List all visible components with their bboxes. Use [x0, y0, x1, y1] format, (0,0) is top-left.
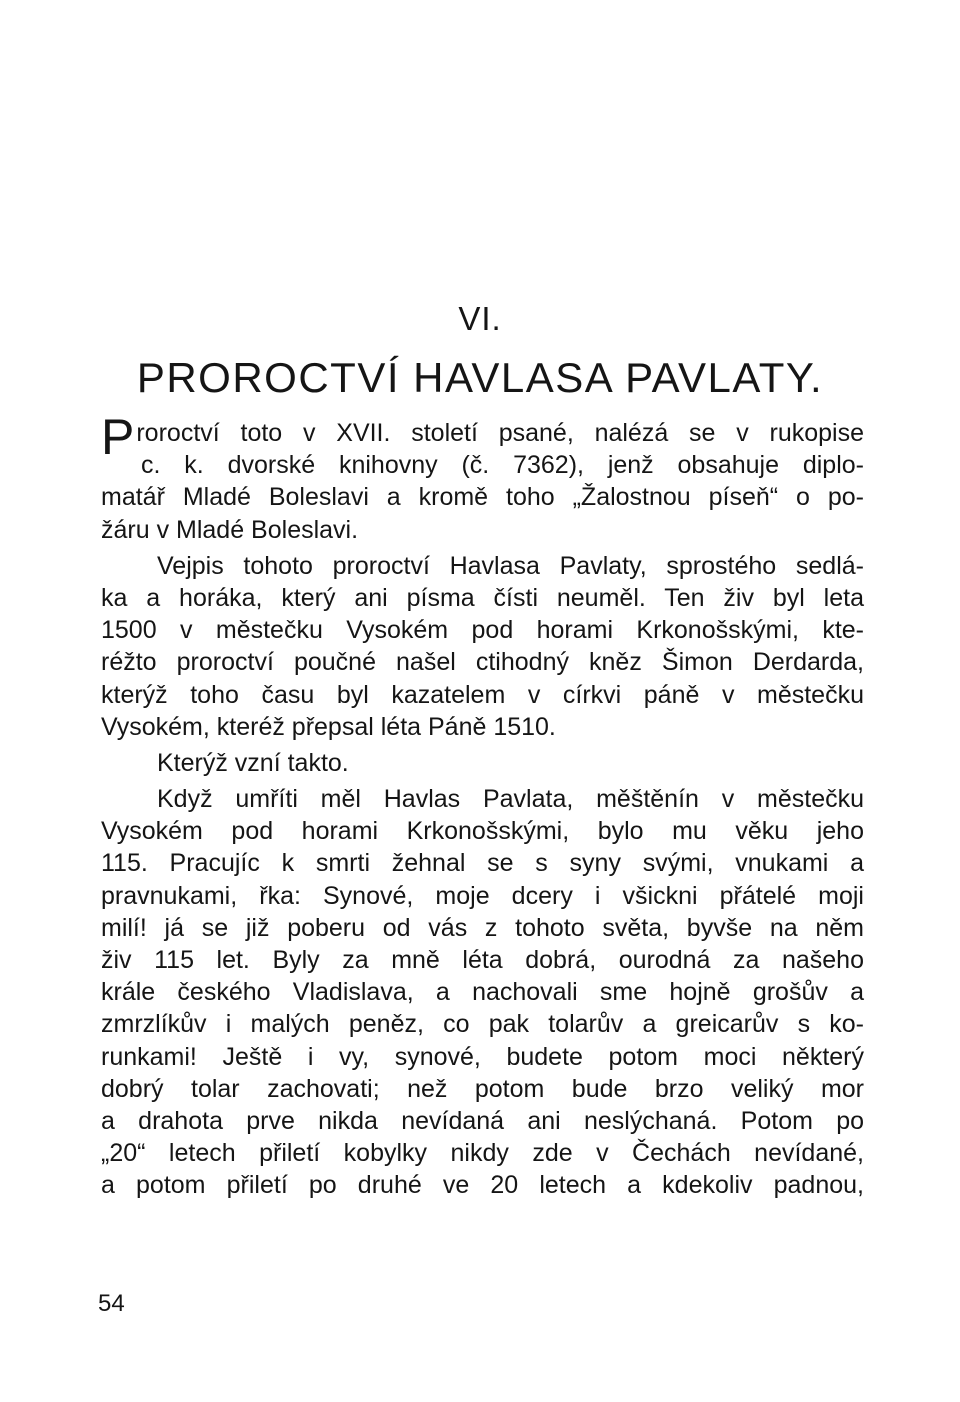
text-line: živ 115 let. Byly za mně léta dobrá, ourodná za našeho	[101, 946, 864, 974]
text-line: žáru v Mladé Boleslavi.	[101, 515, 359, 544]
paragraph	[101, 747, 864, 779]
text-line: kterýž toho času byl kazatelem v církvi páně v městečku	[101, 680, 864, 709]
paragraph	[101, 409, 864, 546]
paragraph	[101, 783, 864, 1201]
text-line: matář Mladé Boleslavi a kromě toho „Žalostnou píseň“ o po-	[101, 483, 864, 512]
text-line: runkami! Ještě i vy, synové, budete potom moci některý	[101, 1042, 864, 1071]
text-line: milí! já se již poberu od vás z tohoto světa, byvše na něm	[101, 913, 864, 942]
text-line: „20“ letech přiletí kobylky nikdy zde v Čechách nevídané,	[101, 1139, 864, 1168]
text-line: Vejpis tohoto proroctví Havlasa Pavlaty, sprostého sedlá-	[157, 551, 864, 580]
text-line: pravnukami, řka: Synové, moje dcery i všickni přátelé moji	[101, 881, 864, 910]
text-line: a potom přiletí po druhé ve 20 letech a kdekoliv padnou,	[101, 1171, 864, 1200]
chapter-title: PROROCTVÍ HAVLASA PAVLATY.	[136, 354, 824, 401]
text-line: Když umříti měl Havlas Pavlata, měštěnín v městečku	[157, 785, 864, 814]
text-line: Proroctví toto v XVII. století psané, nalézá se v rukopise	[101, 409, 864, 465]
text-line: 1500 v městečku Vysokém pod horami Krkonošskými, kte-	[101, 616, 864, 645]
text-line: dobrý tolar zachovati; než potom bude brzo veliký mor	[101, 1074, 864, 1103]
chapter-number: VI.	[458, 300, 502, 337]
page-number: 54	[98, 1290, 125, 1317]
text-line: zmrzlíkův i malých peněz, co pak tolarův a greicarův s ko-	[101, 1010, 864, 1039]
text-line: réžto proroctví poučné našel ctihodný kněz Šimon Derdarda,	[101, 648, 864, 677]
text-line: 115. Pracujíc k smrti žehnal se s syny svými, vnukami a	[101, 849, 864, 878]
text-line: krále českého Vladislava, a nachovali sme hojně grošův a	[101, 978, 864, 1007]
text-line: c. k. dvorské knihovny (č. 7362), jenž obsahuje diplo-	[141, 451, 864, 480]
text-line: ka a horáka, který ani písma čísti neuměl. Ten živ byl leta	[101, 583, 864, 612]
text-line: a drahota prve nikda nevídaná ani neslýchaná. Potom po	[101, 1106, 864, 1135]
text-line: Vysokém pod horami Krkonošskými, bylo mu věku jeho	[101, 817, 864, 846]
text-line: Vysokém, kteréž přepsal léta Páně 1510.	[101, 712, 556, 741]
drop-cap: P	[101, 409, 135, 465]
text-line: Kterýž vzní takto.	[157, 748, 349, 777]
paragraph	[101, 550, 864, 743]
chapter-body	[101, 409, 864, 1202]
